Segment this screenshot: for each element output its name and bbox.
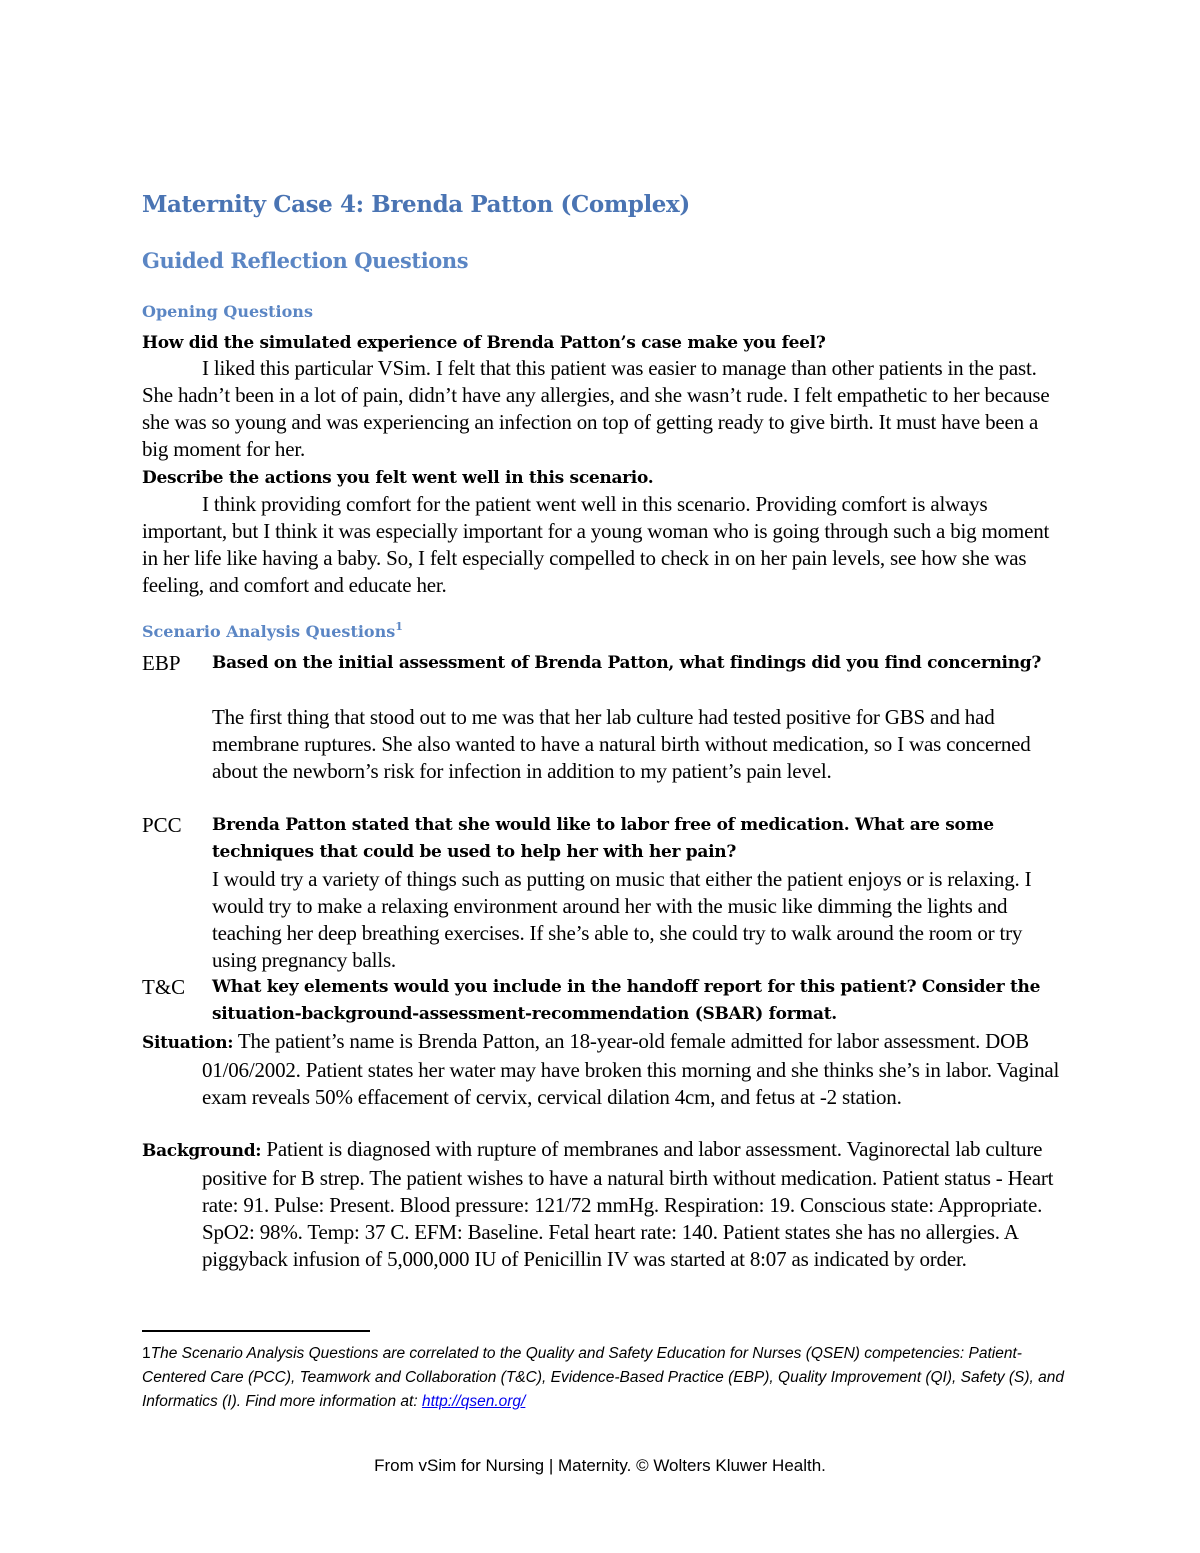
pcc-code: PCC	[142, 813, 182, 837]
footnote	[142, 1342, 1072, 1414]
opening-questions-heading: Opening Questions	[142, 302, 313, 321]
opening-question-1: How did the simulated experience of Brenda Patton’s case make you feel?	[142, 333, 826, 353]
situation-label: Situation:	[142, 1033, 234, 1053]
sbar-background	[142, 1136, 1062, 1273]
ebp-answer: The first thing that stood out to me was that her lab culture had tested positive for GBS and had membrane ruptures. She also wanted to have a natural birth without medication, so I was concerned about the newborn’s risk for infection in addition to my patient’s pain level.	[212, 705, 1031, 783]
footnote-separator	[142, 1330, 370, 1332]
qsen-link[interactable]: http://qsen.org/	[421, 1393, 526, 1410]
footnote-number: 1	[142, 1345, 151, 1362]
footnote-marker: 1	[395, 620, 403, 633]
footnote-text: The Scenario Analysis Questions are correlated to the Quality and Safety Education for Nurses (QSEN) competencies: Patient-Centered Care (PCC), Teamwork and Collaboration (T&C), Evidence-Based Practice (EBP), Quality Improvement (QI), Safety (S), and Informatics (I). Find more information at:	[142, 1345, 1065, 1410]
ebp-code: EBP	[142, 651, 181, 675]
tc-question: What key elements would you include in the handoff report for this patient? Consider the situation-background-assessment-recommendation (SBAR) format.	[212, 977, 1041, 1024]
opening-question-2: Describe the actions you felt went well in this scenario.	[142, 468, 654, 488]
tc-code: T&C	[142, 975, 186, 999]
sbar-situation	[142, 1028, 1062, 1111]
opening-answer-2: I think providing comfort for the patient went well in this scenario. Providing comfort is always important, but I think it was especially important for a young woman who is going through such a big moment in her life like having a baby. So, I felt especially compelled to check in on her pain levels, see how she was feeling, and comfort and educate her.	[142, 492, 1050, 597]
section-heading: Guided Reflection Questions	[142, 248, 469, 273]
opening-answer-1: I liked this particular VSim. I felt that this patient was easier to manage than other patients in the past. She hadn’t been in a lot of pain, didn’t have any allergies, and she wasn’t rude. I felt empathetic to her because she was so young and was experiencing an infection on top of getting ready to give birth. It must have been a big moment for her.	[142, 356, 1050, 461]
background-label: Background:	[142, 1141, 262, 1161]
pcc-answer: I would try a variety of things such as putting on music that either the patient enjoys or is relaxing. I would try to make a relaxing environment around her with the music like dimming the lights and teaching her deep breathing exercises. If she’s able to, she could try to walk around the room or try using pregnancy balls.	[212, 867, 1032, 972]
document-title: Maternity Case 4: Brenda Patton (Complex)	[142, 191, 690, 218]
scenario-analysis-heading: Scenario Analysis Questions$^1$	[142, 620, 403, 641]
background-text: Patient is diagnosed with rupture of membranes and labor assessment. Vaginorectal lab culture positive for B strep. The patient wishes to have a natural birth without medication. Patient status - Heart rate: 91. Pulse: Present. Blood pressure: 121/72 mmHg. Respiration: 19. Conscious state: Appropriate. SpO2: 98%. Temp: 37 C. EFM: Baseline. Fetal heart rate: 140. Patient states she has no allergies. A piggyback infusion of 5,000,000 IU of Penicillin IV was started at 8:07 as indicated by order.	[202, 1137, 1054, 1271]
situation-text: The patient’s name is Brenda Patton, an 18-year-old female admitted for labor assessment. DOB 01/06/2002. Patient states her water may have broken this morning and she thinks she’s in labor. Vaginal exam reveals 50% effacement of cervix, cervical dilation 4cm, and fetus at -2 station.	[202, 1029, 1060, 1109]
page-footer: From vSim for Nursing | Maternity. © Wolters Kluwer Health.	[374, 1456, 826, 1475]
ebp-question: Based on the initial assessment of Brenda Patton, what findings did you find concerning?	[212, 653, 1042, 673]
pcc-question: Brenda Patton stated that she would like to labor free of medication. What are some techniques that could be used to help her with her pain?	[212, 815, 994, 862]
